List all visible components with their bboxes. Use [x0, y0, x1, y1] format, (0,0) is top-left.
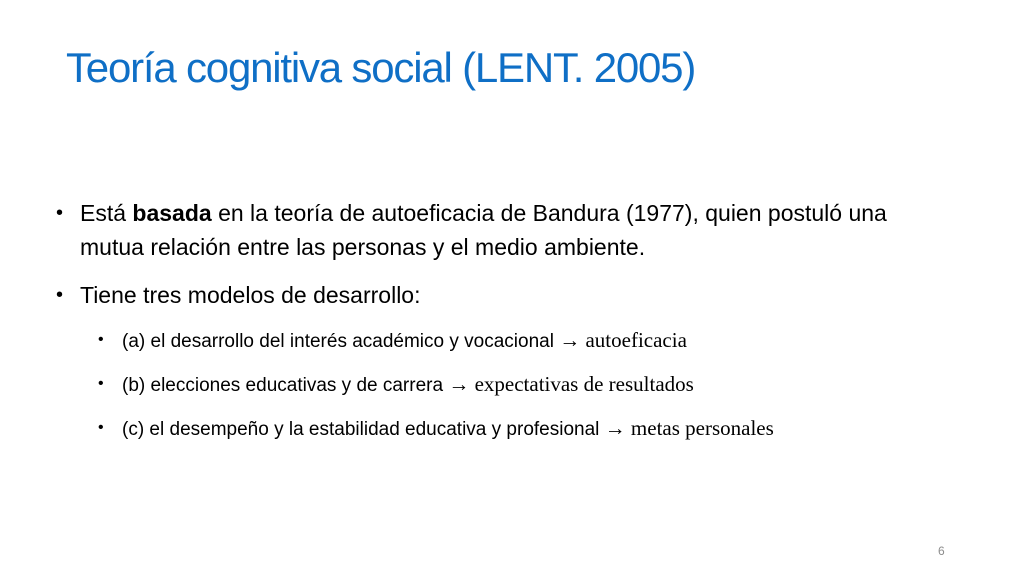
sub-bullet-item-c — [56, 414, 956, 444]
arrow-icon: → — [604, 416, 631, 440]
arrow-icon: → — [448, 372, 475, 396]
sub-bullet-result: metas personales — [630, 416, 774, 440]
bullet-dot-icon: • — [98, 419, 104, 436]
page-number: 6 — [938, 544, 945, 558]
bullet-text-pre: Está — [80, 200, 133, 226]
slide-body — [56, 196, 956, 458]
bullet-dot-icon: • — [98, 331, 104, 348]
sub-bullet-item-b — [56, 370, 956, 400]
bullet-dot-icon: • — [56, 202, 64, 224]
sub-bullet-result: autoeficacia — [585, 328, 687, 352]
slide-title: Teoría cognitiva social (LENT. 2005) — [66, 44, 696, 91]
bullet-dot-icon: • — [56, 284, 64, 306]
sub-bullet-item-a — [56, 326, 956, 356]
bullet-text-post: en la teoría de autoeficacia de Bandura (1977), quien postuló una mutua relación entre las personas y el medio ambiente. — [80, 200, 887, 260]
sub-bullet-text: (a) el desarrollo del interés académico y vocacional — [122, 331, 560, 352]
bullet-text-bold: basada — [132, 200, 212, 226]
sub-bullet-result: expectativas de resultados — [474, 372, 694, 396]
bullet-dot-icon: • — [98, 375, 104, 392]
arrow-icon: → — [559, 328, 586, 352]
bullet-item-models — [56, 278, 956, 312]
bullet-item-basis — [56, 196, 956, 264]
bullet-text: Tiene tres modelos de desarrollo: — [80, 282, 421, 308]
sub-bullet-text: (c) el desempeño y la estabilidad educativa y profesional — [122, 419, 605, 440]
sub-bullet-text: (b) elecciones educativas y de carrera — [122, 375, 449, 396]
